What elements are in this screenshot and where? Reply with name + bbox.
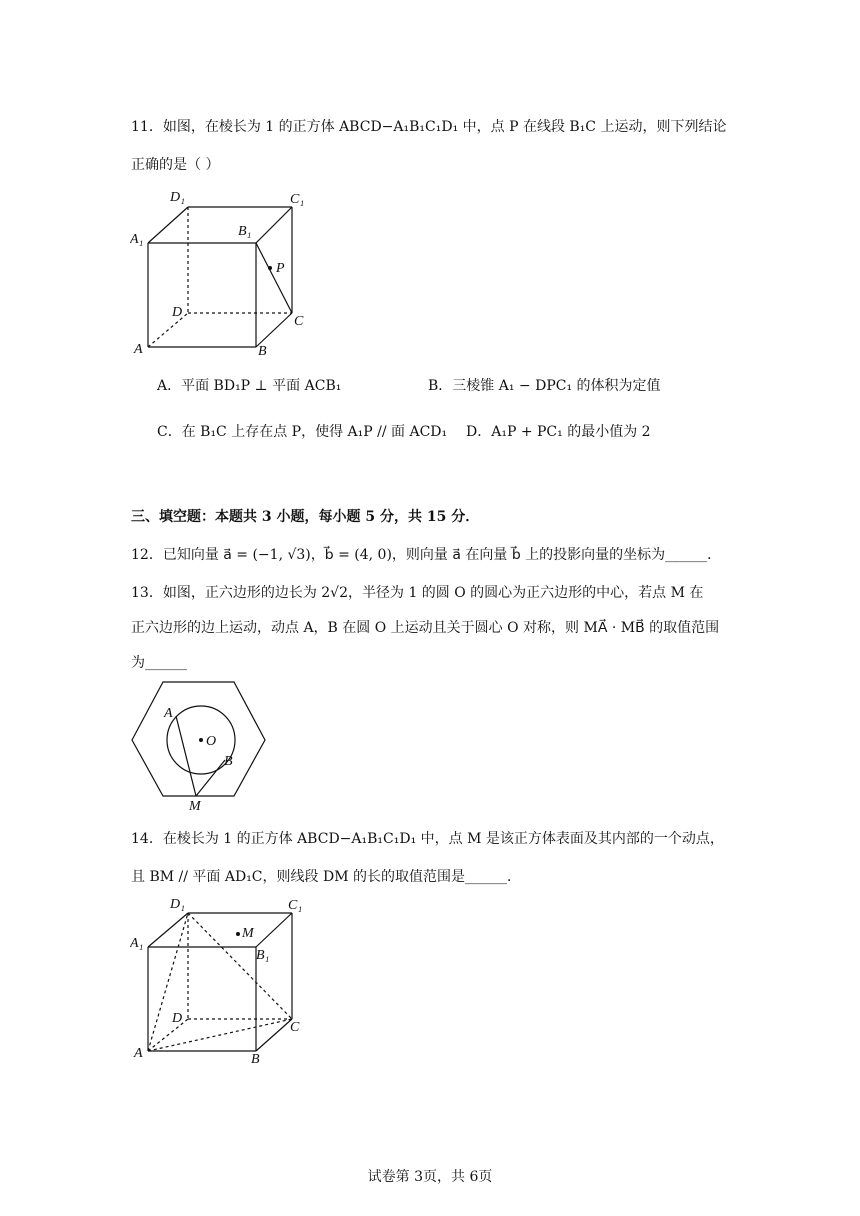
q14-cube-figure [130,895,320,1075]
label-A1: A₁ [130,232,144,247]
q14-stem-line1: 14．在棱长为 1 的正方体 ABCD−A₁B₁C₁D₁ 中，点 M 是该正方体表面及其内部的一个动点， [131,831,724,847]
label-C1: C₁ [290,192,305,207]
label-A: A [134,342,143,357]
label-D: D [172,305,183,320]
q11-stem-line2: 正确的是（ ） [131,157,220,173]
label-C1: C₁ [288,898,303,913]
label-A: A [134,1046,143,1061]
label-B: B [258,344,267,359]
label-A: A [164,706,173,721]
q13-hexagon-figure [128,678,273,813]
q13-stem-line3: 为______ [131,655,187,671]
label-A1: A₁ [130,936,144,951]
label-B1: B₁ [256,948,270,963]
label-D1: D₁ [170,897,185,912]
label-C: C [294,314,304,329]
label-B: B [224,754,233,769]
q12-stem: 12．已知向量 a⃗ = (−1, √3)，b⃗ = (4, 0)，则向量 a⃗ 在向量 b⃗ 上的投影向量的坐标为______． [131,547,722,563]
q11-stem-line1: 11．如图，在棱长为 1 的正方体 ABCD−A₁B₁C₁D₁ 中，点 P 在线段 B₁C 上运动，则下列结论 [131,119,727,135]
q14-stem-line2: 且 BM // 平面 AD₁C，则线段 DM 的长的取值范围是______． [131,869,521,885]
label-M: M [242,926,254,941]
q11-option-c: C．在 B₁C 上存在点 P，使得 A₁P // 面 ACD₁ [157,424,448,440]
label-D: D [172,1011,183,1026]
label-B1: B₁ [238,224,252,239]
label-M: M [189,799,201,813]
q11-option-a: A．平面 BD₁P ⊥ 平面 ACB₁ [157,378,342,394]
q11-option-d: D．A₁P + PC₁ 的最小值为 2 [466,424,651,440]
section-heading-fill-in: 三、填空题：本题共 3 小题，每小题 5 分，共 15 分． [131,509,480,525]
q13-stem-line1: 13．如图，正六边形的边长为 2√2，半径为 1 的圆 O 的圆心为正六边形的中心，若点 M 在 [131,585,704,601]
q13-stem-line2: 正六边形的边上运动，动点 A，B 在圆 O 上运动且关于圆心 O 对称，则 MA⃗ · MB⃗ 的取值范围 [131,620,720,636]
q11-option-b: B．三棱锥 A₁ − DPC₁ 的体积为定值 [428,378,661,394]
page-footer: 试卷第 3页，共 6页 [367,1169,493,1185]
label-C: C [290,1020,300,1035]
label-D1: D₁ [170,190,185,205]
label-O: O [206,734,217,749]
label-P: P [276,261,285,276]
q11-cube-figure [130,185,320,360]
label-B: B [251,1052,260,1067]
